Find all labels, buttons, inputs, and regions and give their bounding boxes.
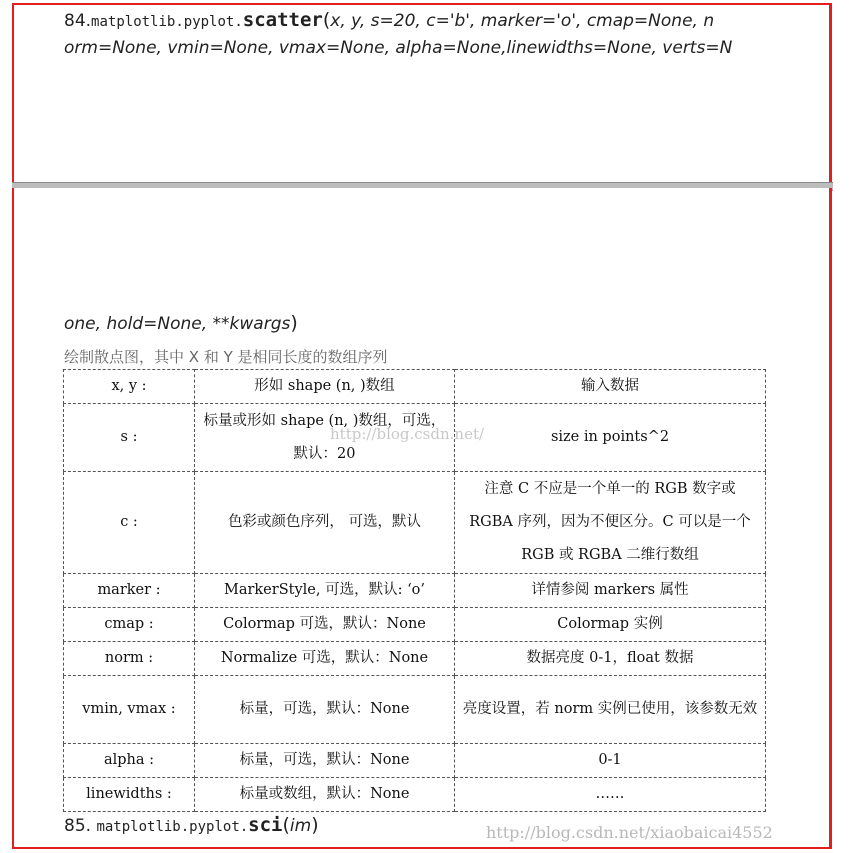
param-name-cell: x, y : [64, 370, 195, 404]
param-name-cell: alpha : [64, 744, 195, 778]
next-item-number: 85. [64, 816, 92, 836]
open-paren: ( [322, 9, 331, 31]
param-name-cell: marker : [64, 574, 195, 608]
table-row [64, 608, 766, 642]
table-row [64, 370, 766, 404]
param-name-cell: linewidths : [64, 778, 195, 812]
next-open-paren: ( [282, 814, 290, 836]
param-type-cell: 标量或形如 shape (n, )数组，可选，默认：20 [195, 404, 455, 472]
param-name-cell: cmap : [64, 608, 195, 642]
param-type-cell: Normalize 可选，默认：None [195, 642, 455, 676]
param-type-cell: 标量或数组，默认：None [195, 778, 455, 812]
watermark-center: http://blog.csdn.net/ [330, 425, 485, 443]
param-type-cell: 色彩或颜色序列， 可选，默认 [195, 472, 455, 574]
next-close-paren: ) [311, 814, 319, 836]
param-name-cell: norm : [64, 642, 195, 676]
function-name: scatter [242, 9, 323, 31]
function-signature-line-1 [64, 9, 714, 31]
next-module-path: matplotlib.pyplot. [96, 819, 249, 835]
table-row [64, 744, 766, 778]
param-type-cell: Colormap 可选，默认：None [195, 608, 455, 642]
param-name-cell: s : [64, 404, 195, 472]
param-name-cell: vmin, vmax : [64, 676, 195, 744]
item-number: 84. [64, 11, 92, 31]
param-desc-cell: 详情参阅 markers 属性 [455, 574, 766, 608]
param-desc-cell: 输入数据 [455, 370, 766, 404]
function-signature-line-2 [64, 38, 732, 58]
close-paren: ) [290, 312, 298, 334]
param-type-cell: MarkerStyle, 可选，默认: ‘o’ [195, 574, 455, 608]
module-path: matplotlib.pyplot. [91, 14, 243, 30]
param-type-cell: 形如 shape (n, )数组 [195, 370, 455, 404]
param-desc-cell: 亮度设置，若 norm 实例已使用，该参数无效 [455, 676, 766, 744]
table-row [64, 676, 766, 744]
table-row [64, 778, 766, 812]
function-signature-line-3 [64, 312, 298, 334]
function-description: 绘制散点图，其中 X 和 Y 是相同长度的数组序列 [64, 348, 388, 366]
next-function-signature [64, 814, 319, 836]
next-params: im [289, 816, 312, 836]
param-type-cell: 标量，可选，默认：None [195, 676, 455, 744]
param-type-cell: 标量，可选，默认：None [195, 744, 455, 778]
table-row [64, 574, 766, 608]
watermark-corner: http://blog.csdn.net/xiaobaicai4552 [486, 823, 773, 842]
table-row [64, 472, 766, 574]
params-text-1: x, y, s=20, c='b', marker='o', cmap=None, n [330, 11, 715, 31]
param-desc-cell: size in points^2 [455, 404, 766, 472]
table-row [64, 642, 766, 676]
params-text-2: orm=None, vmin=None, vmax=None, alpha=None,linewidths=None, verts=N [64, 38, 733, 58]
param-desc-cell: 数据亮度 0-1，float 数据 [455, 642, 766, 676]
param-desc-cell: Colormap 实例 [455, 608, 766, 642]
param-desc-cell: 0-1 [455, 744, 766, 778]
next-function-name: sci [248, 814, 283, 836]
params-text-3: one, hold=None, **kwargs [64, 314, 291, 334]
param-name-cell: c : [64, 472, 195, 574]
param-desc-cell: …… [455, 778, 766, 812]
param-desc-cell: 注意 C 不应是一个单一的 RGB 数字或 RGBA 序列，因为不便区分。C 可以是一个 RGB 或 RGBA 二维行数组 [455, 472, 766, 574]
